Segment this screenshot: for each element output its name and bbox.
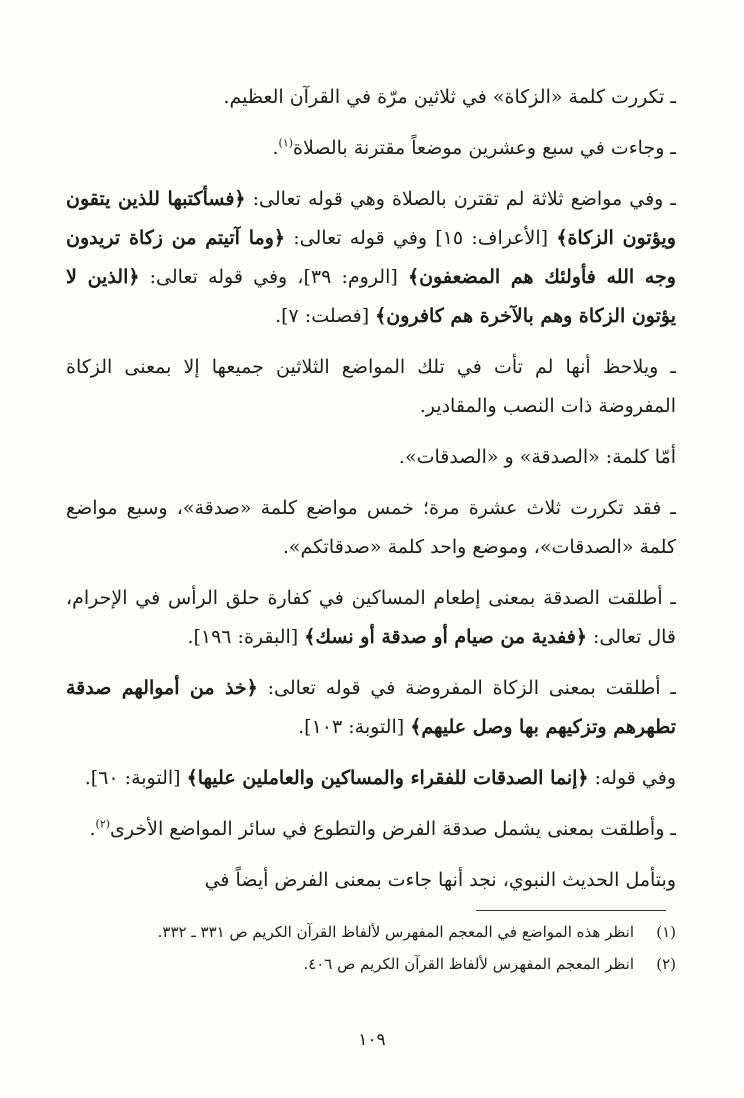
text-run: ـ فقد تكررت ثلاث عشرة مرة؛ خمس مواضع كلمة «صدقة»، وسبع مواضع كلمة «الصدقات»، وموضع واحد كلمة «صدقاتكم».: [66, 497, 676, 558]
text-run: [فصلت: ٧].: [275, 305, 376, 327]
text-run: [الروم: ٣٩]، وفي قوله تعالى:: [139, 266, 408, 288]
text-run: ـ ويلاحظ أنها لم تأت في تلك المواضع الثلاثين جميعها إلا بمعنى الزكاة المفروضة ذات النصب والمقادير.: [66, 356, 676, 417]
paragraph: [66, 669, 676, 747]
paragraph: [66, 348, 676, 426]
paragraph: [66, 129, 676, 168]
text-run: ـ أطلقت بمعنى الزكاة المفروضة في قوله تعالى:: [257, 677, 676, 699]
text-run: [البقرة: ١٩٦].: [187, 626, 305, 648]
quran-verse: ﴿فسأكتبها للذين يتقون ويؤتون الزكاة﴾: [66, 188, 676, 249]
text-run: ـ تكررت كلمة «الزكاة» في ثلاثين مرّة في القرآن العظيم.: [223, 86, 676, 108]
footnote-number: (٢): [656, 955, 676, 973]
text-run: وفي قوله:: [588, 767, 676, 789]
text-run: ـ وأطلقت بمعنى يشمل صدقة الفرض والتطوع في سائر المواضع الأخرى: [110, 818, 676, 840]
text-run: أمّا كلمة: «الصدقة» و «الصدقات».: [398, 446, 676, 468]
footnotes: [66, 918, 676, 978]
quran-verse: ﴿وما آتيتم من زكاة تريدون وجه الله فأولئك هم المضعفون﴾: [66, 227, 676, 288]
text-run: [التوبة: ١٠٣].: [298, 716, 411, 738]
quran-verse: ﴿خذ من أموالهم صدقة تطهرهم وتزكيهم بها وصل عليهم﴾: [66, 677, 676, 738]
footnote-text: انظر المعجم المفهرس لألفاظ القرآن الكريم ص ٤٠٦.: [303, 955, 634, 973]
quran-verse: ﴿الذين لا يؤتون الزكاة وهم بالآخرة هم كافرون﴾: [66, 266, 676, 327]
paragraph: [66, 180, 676, 336]
paragraph: [66, 438, 676, 477]
text-run: ـ وجاءت في سبع وعشرين موضعاً مقترنة بالصلاة: [293, 137, 676, 159]
quran-verse: ﴿إنما الصدقات للفقراء والمساكين والعاملين عليها﴾: [186, 767, 589, 789]
text-run: [التوبة: ٦٠].: [84, 767, 187, 789]
text-run: .: [272, 137, 279, 159]
text-run: ـ وفي مواضع ثلاثة لم تقترن بالصلاة وهي قوله تعالى:: [245, 188, 676, 210]
paragraph: [66, 489, 676, 567]
text-run: ـ أطلقت الصدقة بمعنى إطعام المساكين في كفارة حلق الرأس في الإحرام، قال تعالى:: [66, 587, 676, 648]
footnote-ref: (١): [278, 136, 294, 150]
footnote: [66, 918, 676, 946]
footnote-number: (١): [656, 923, 676, 941]
footnote-divider: [476, 910, 666, 911]
footnote-text: انظر هذه المواضع في المعجم المفهرس لألفاظ القرآن الكريم ص ٣٣١ ـ ٣٣٢.: [157, 923, 634, 941]
footnote: [66, 950, 676, 978]
paragraph: [66, 579, 676, 657]
paragraph: [66, 810, 676, 849]
paragraph: [66, 861, 676, 900]
paragraph: [66, 759, 676, 798]
text-run: وبتأمل الحديث النبوي، نجد أنها جاءت بمعنى الفرض أيضاً في: [204, 869, 676, 891]
quran-verse: ﴿ففدية من صيام أو صدقة أو نسك﴾: [304, 626, 587, 648]
text-run: [الأعراف: ١٥] وفي قوله تعالى:: [285, 227, 557, 249]
text-run: .: [89, 818, 96, 840]
paragraph: [66, 78, 676, 117]
page-number: ١٠٩: [358, 1030, 386, 1050]
main-text: [66, 78, 676, 912]
footnote-ref: (٢): [95, 817, 111, 831]
